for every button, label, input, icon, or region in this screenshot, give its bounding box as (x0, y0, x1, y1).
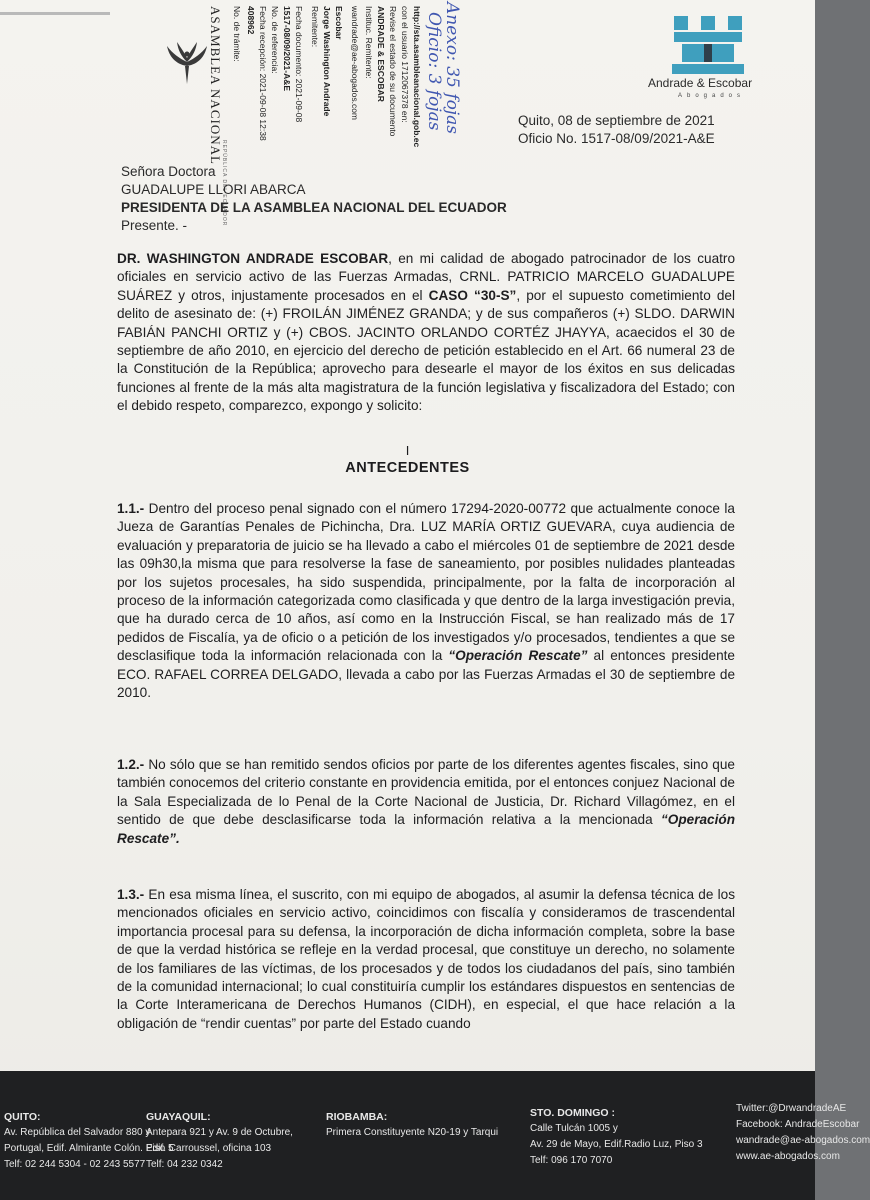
stamp-remitente-name: Jorge Washington Andrade (322, 6, 332, 117)
paragraph-1-2 (117, 756, 735, 848)
handwritten-oficio-fojas: Oficio: 3 fojas (424, 12, 444, 131)
andrade-escobar-logo-icon (668, 12, 748, 78)
footer-twitter[interactable]: Twitter:@DrwandradeAE (736, 1103, 847, 1114)
footer-sto-domingo-line-2: Av. 29 de Mayo, Edif.Radio Luz, Piso 3 (530, 1139, 703, 1150)
stamp-institution-sub: REPÚBLICA DEL ECUADOR (221, 140, 227, 227)
oficio-number: Oficio No. 1517-08/09/2021-A&E (518, 131, 715, 146)
place-date: Quito, 08 de septiembre de 2021 (518, 113, 715, 128)
footer-riobamba-city: RIOBAMBA: (326, 1111, 388, 1123)
footer-sto-domingo-phone: Telf: 096 170 7070 (530, 1155, 613, 1166)
handwritten-anexo-fojas: Anexo: 35 fojas (442, 2, 462, 134)
stamp-referencia-label: No. de referencia: (270, 6, 280, 74)
intro-sender: DR. WASHINGTON ANDRADE ESCOBAR (117, 251, 389, 266)
paragraph-1-3-number: 1.3.- (117, 887, 145, 902)
footer-contact (736, 1101, 870, 1165)
stamp-remitente-email: wandrade@ae-abogados.com (350, 6, 360, 121)
footer-guayaquil-line-1: Antepara 921 y Av. 9 de Octubre, (146, 1127, 293, 1138)
footer-quito-city: QUITO: (4, 1111, 41, 1123)
footer-guayaquil (146, 1109, 293, 1173)
paragraph-1-1-number: 1.1.- (117, 501, 145, 516)
paragraph-1-1-text-2: al entonces presidente ECO. RAFAEL CORREA DELGADO, llevada a cabo por las Fuerzas Armadas el 30 de septiembre de 2010. (117, 648, 735, 701)
section-number: I (405, 443, 410, 458)
addressee-name: GUADALUPE LLORI ABARCA (121, 182, 306, 197)
logo-sub: Abogados (678, 93, 746, 99)
footer-guayaquil-phone: Telf: 04 232 0342 (146, 1159, 223, 1170)
footer-riobamba-line-1: Primera Constituyente N20-19 y Tarqui (326, 1127, 499, 1138)
stamp-remitente-name2: Escobar (334, 6, 344, 40)
intro-case: CASO “30-S” (428, 287, 517, 303)
paper-fold (0, 12, 110, 15)
paragraph-1-1-text: Dentro del proceso penal signado con el número 17294-2020-00772 que actualmente conoce la Jueza de Garantías Penales de Pichincha, Dra. LUZ MARÍA ORTIZ GUEVARA, cuya audiencia de evaluación y preparatoria de juicio se ha llevado a cabo el miércoles 01 de septiembre de 2021 desde las 09h30,la misma que para resolverse la fase de saneamiento, por posibles nulidades planteadas por los sujetos procesales, ha sido suspendida, principalmente, por la falta de incorporación al proceso de la información categorizada como clasificada y que dentro de la larga investigación previa, que ha durado cerca de 10 años, así como en la Instrucción Fiscal, se han realizado más de 17 pedidos de Fiscalía, ya de oficio o a petición de los investigados y/o procesados, tendientes a que se desclasifique toda la información relacionada con la (117, 501, 735, 664)
footer-facebook[interactable]: Facebook: AndradeEscobar (736, 1119, 860, 1130)
stamp-revise-3: http://sta.asambleanacional.gob.ec (412, 6, 422, 148)
intro-paragraph (117, 250, 735, 416)
stamp-inst-remitente-label: Instituc. Remitente: (364, 6, 374, 79)
footer-quito-line-2: Portugal, Edif. Almirante Colón. Piso 5 (4, 1143, 174, 1154)
footer-website[interactable]: www.ae-abogados.com (736, 1151, 840, 1162)
footer-sto-domingo-line-1: Calle Tulcán 1005 y (530, 1123, 618, 1134)
paragraph-1-2-number: 1.2.- (117, 757, 145, 772)
intro-text-2: , por el supuesto cometimiento del delito de asesinato de: (+) FROILÁN JIMÉNEZ GRANDA; y de sus compañeros (+) SLDO. DARWIN FABIÁN PANCHI ORTIZ y (+) CBOS. JACINTO ORLANDO CORTÉZ JHAYYA, acaecidos el 30 de septiembre de año 2010, en ejercicio del derecho de petición establecido en el Art. 66 numeral 23 de la Constitución de la República; aprovecho para desearle el mayor de los éxitos en sus delicadas funciones al frente de la más alta magistratura de la función legislativa y fiscalizadora del Estado; con el debido respeto, comparezco, expongo y solicito: (117, 287, 735, 414)
paragraph-1-1 (117, 500, 735, 702)
paragraph-1-2-text: No sólo que se han remitido sendos oficios por parte de los diferentes agentes fiscales, sino que también conocemos del criterio constante en providencia emitida, por el entonces conjuez Nacional de la Sala Especializada de lo Penal de la Corte Nacional de Justicia, Dr. Richard Villagómez, en el sentido de que debe desclasificarse toda la información relativa a la mencionada (117, 757, 735, 828)
addressee-salutation: Señora Doctora (121, 164, 216, 179)
footer-sto-domingo-city: STO. DOMINGO : (530, 1107, 615, 1119)
footer-guayaquil-city: GUAYAQUIL: (146, 1111, 211, 1123)
stamp-revise-2: con el usuario 1712067378 en: (400, 6, 410, 123)
stamp-fecha-recepcion: Fecha recepción: 2021-09-08 12:38 (258, 6, 268, 141)
footer-quito-line-1: Av. República del Salvador 880 y (4, 1127, 151, 1138)
section-heading: ANTECEDENTES (345, 460, 470, 476)
operacion-rescate-emphasis-2: “Operación Rescate”. (117, 812, 735, 846)
paragraph-1-3-text: En esa misma línea, el suscrito, con mi equipo de abogados, al asumir la defensa técnica de los mencionados oficiales en servicio activo, coincidimos con fiscalía y consideramos de trascendental importancia procesal para su defensa, la incorporación de dicha información completa, sobre la base de que la verdad histórica se refleje en la verdad procesal, que constituye un derecho, no solamente de los familiares de las víctimas, de los procesados y de todos los ciudadanos del país, sino también de la comunidad internacional; lo cual constituiría cumplir los estándares dispuestos en sentencias de la Corte Interamericana de Derechos Humanos (CIDH), en especial, el que hace relación a la obligación de “rendir cuentas” por parte del Estado cuando (117, 887, 735, 1031)
stamp-inst-remitente-value: ANDRADE & ESCOBAR (376, 6, 386, 102)
stamp-remitente-label: Remitente: (310, 6, 320, 48)
letterhead-footer (0, 1071, 870, 1200)
paragraph-1-3 (117, 886, 735, 1033)
stamp-tramite-value: 408962 (246, 6, 256, 35)
footer-sto-domingo (530, 1105, 703, 1169)
stamp-tramite-label: No. de trámite: (232, 6, 242, 62)
intro-text-1: , en mi calidad de abogado patrocinador de los cuatro oficiales en servicio activo de las Fuerzas Armadas, CRNL. PATRICIO MARCELO GUADALUPE SUÁREZ y otros, injustamente procesados en el (117, 251, 736, 303)
stamp-referencia-value: 1517-08/09/2021-A&E (282, 6, 292, 92)
logo-name: Andrade & Escobar (648, 76, 753, 90)
footer-riobamba (326, 1109, 498, 1141)
stamp-fecha-documento: Fecha documento: 2021-09-08 (294, 6, 304, 123)
addressee-title: PRESIDENTA DE LA ASAMBLEA NACIONAL DEL ECUADOR (121, 200, 507, 215)
stamp-revise-1: Revise el estado de su documento (388, 6, 398, 137)
footer-email[interactable]: wandrade@ae-abogados.com (736, 1135, 870, 1146)
footer-quito-phone: Telf: 02 244 5304 - 02 243 5577 (4, 1159, 146, 1170)
footer-guayaquil-line-2: Edif. Carroussel, oficina 103 (146, 1143, 272, 1154)
addressee-presente: Presente. - (121, 218, 188, 233)
stamp-institution: ASAMBLEA NACIONAL (208, 6, 223, 165)
operacion-rescate-emphasis: “Operación Rescate” (448, 648, 588, 664)
